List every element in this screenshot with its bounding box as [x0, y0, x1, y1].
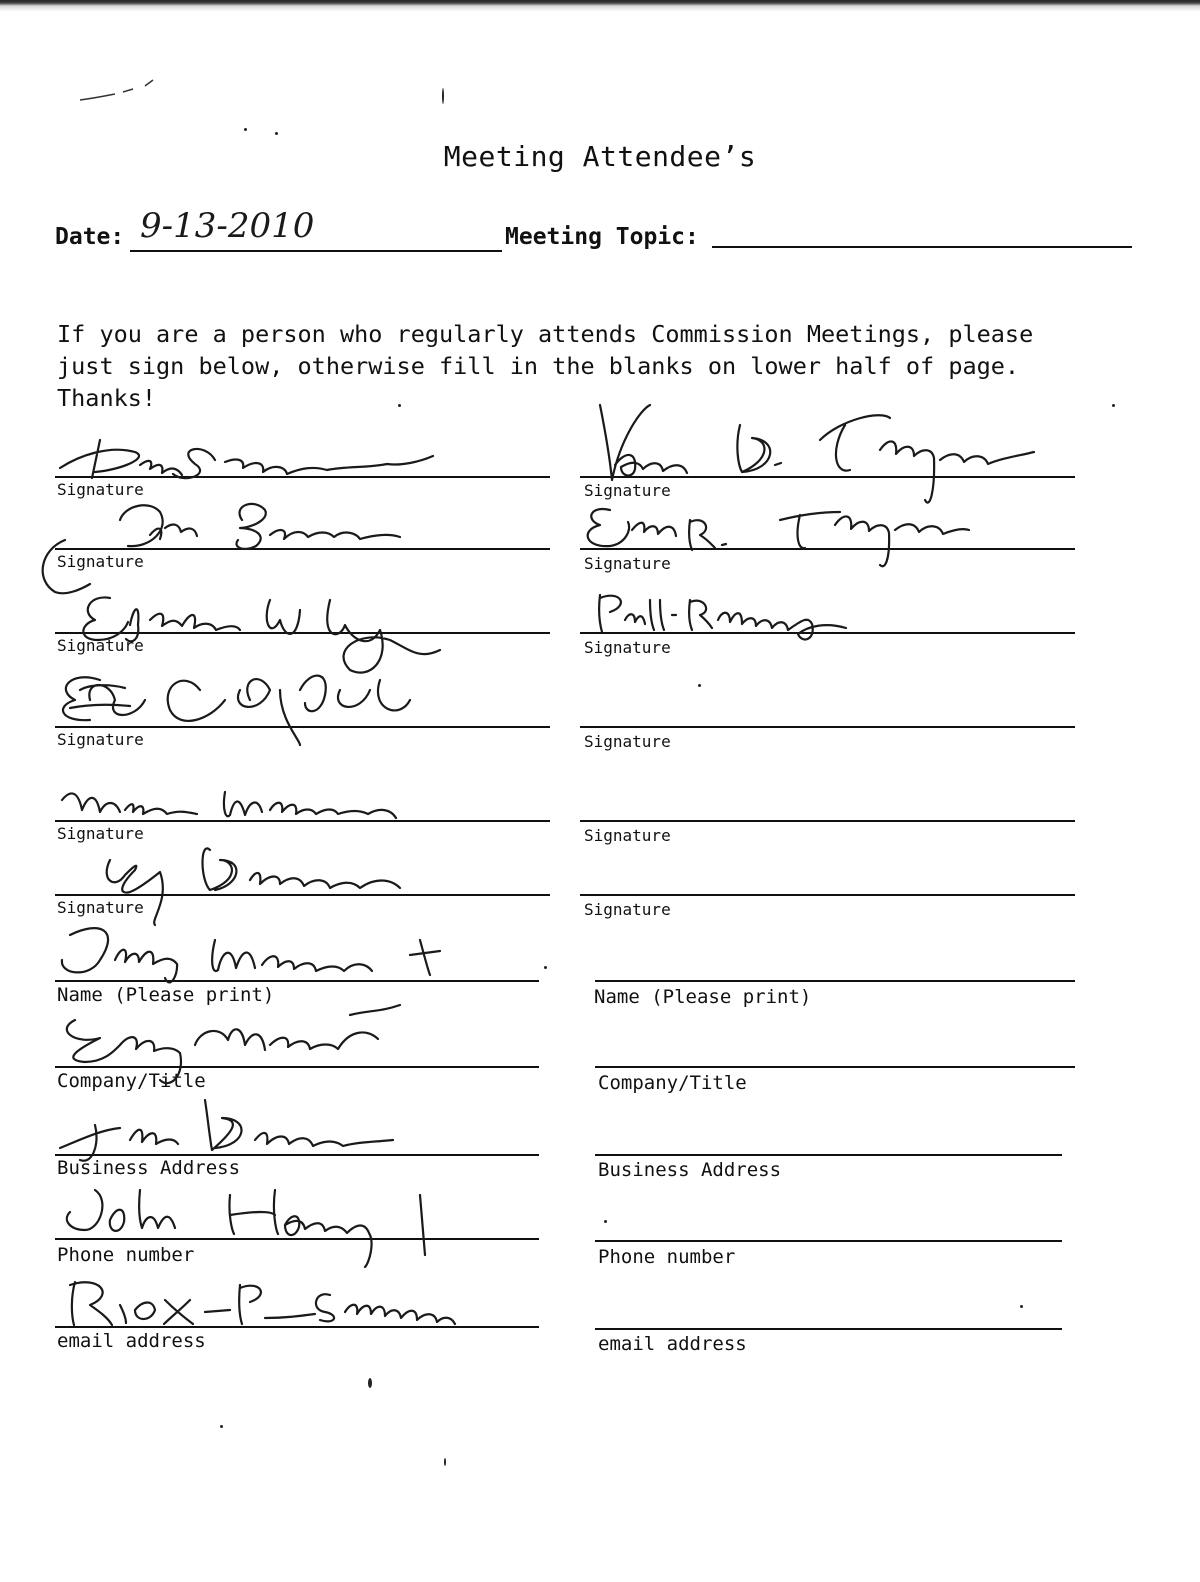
- left-label-2: Signature: [57, 552, 144, 571]
- date-handwritten: 9-13-2010: [140, 206, 315, 246]
- left-signature-line-2[interactable]: [55, 548, 550, 550]
- left-label-4: Signature: [57, 730, 144, 749]
- left-company-line[interactable]: [55, 1066, 539, 1068]
- scan-speck: [544, 966, 547, 969]
- right-label-address: Business Address: [598, 1159, 782, 1181]
- right-label-phone: Phone number: [598, 1246, 736, 1268]
- left-signature-line-3[interactable]: [55, 632, 550, 634]
- instructions: If you are a person who regularly attends Commission Meetings, please just sign below, otherwise fill in the blanks on lower half of page. Thanks!: [57, 320, 1034, 412]
- left-signature-line-6[interactable]: [55, 894, 550, 896]
- right-email-line[interactable]: [595, 1328, 1062, 1330]
- scan-speck: [442, 88, 444, 104]
- left-label-3: Signature: [57, 636, 144, 655]
- left-label-company: Company/Title: [57, 1070, 206, 1092]
- left-label-name: Name (Please print): [57, 984, 275, 1006]
- right-label-company: Company/Title: [598, 1072, 747, 1094]
- right-label-2: Signature: [584, 554, 671, 573]
- scan-speck: [244, 128, 247, 131]
- right-phone-line[interactable]: [595, 1240, 1062, 1242]
- left-label-phone: Phone number: [57, 1244, 195, 1266]
- right-signature-line-2[interactable]: [580, 548, 1075, 550]
- right-signature-line-6[interactable]: [580, 894, 1075, 896]
- right-address-line[interactable]: [595, 1154, 1062, 1156]
- right-label-4: Signature: [584, 732, 671, 751]
- scan-speck: [220, 1425, 223, 1428]
- scan-speck: [604, 1220, 607, 1223]
- left-signature-line-4[interactable]: [55, 726, 550, 728]
- date-line[interactable]: [130, 250, 502, 252]
- left-label-address: Business Address: [57, 1157, 241, 1179]
- right-label-5: Signature: [584, 826, 671, 845]
- left-phone-line[interactable]: [55, 1238, 539, 1240]
- left-label-email: email address: [57, 1330, 206, 1352]
- right-signature-line-3[interactable]: [580, 632, 1075, 634]
- right-label-name: Name (Please print): [594, 986, 812, 1008]
- scan-speck: [275, 132, 278, 135]
- right-label-email: email address: [598, 1333, 747, 1355]
- signature-left-3: [83, 597, 440, 672]
- right-label-6: Signature: [584, 900, 671, 919]
- left-label-6: Signature: [57, 898, 144, 917]
- signature-left-1: [60, 440, 433, 478]
- signature-left-11: [70, 1282, 455, 1325]
- page-title: Meeting Attendee’s: [443, 140, 757, 173]
- right-name-line[interactable]: [595, 980, 1075, 982]
- signature-left-9: [60, 1100, 393, 1161]
- date-label: Date:: [55, 224, 125, 250]
- scan-speck: [698, 684, 701, 687]
- left-signature-line-5[interactable]: [55, 820, 550, 822]
- right-company-line[interactable]: [595, 1066, 1075, 1068]
- scan-speck: [1020, 1305, 1023, 1308]
- meeting-topic-label: Meeting Topic:: [505, 224, 699, 250]
- signature-left-7: [62, 928, 440, 982]
- scan-mark: [75, 70, 175, 110]
- right-signature-line-5[interactable]: [580, 820, 1075, 822]
- left-email-line[interactable]: [55, 1326, 539, 1328]
- left-label-1: Signature: [57, 480, 144, 499]
- right-label-3: Signature: [584, 638, 671, 657]
- right-signature-line-1[interactable]: [580, 476, 1075, 478]
- right-label-1: Signature: [584, 481, 671, 500]
- scan-speck: [444, 1458, 446, 1466]
- signature-left-6: [107, 848, 400, 925]
- scan-edge: [0, 0, 1200, 12]
- left-label-5: Signature: [57, 824, 144, 843]
- scan-speck: [1112, 404, 1115, 407]
- scan-speck: [398, 404, 401, 407]
- left-name-line[interactable]: [55, 980, 539, 982]
- scan-speck: [368, 1378, 372, 1388]
- left-address-line[interactable]: [55, 1154, 539, 1156]
- meeting-topic-line[interactable]: [712, 246, 1132, 248]
- signature-left-5: [62, 792, 396, 818]
- left-signature-line-1[interactable]: [55, 476, 550, 478]
- right-signature-line-4[interactable]: [580, 726, 1075, 728]
